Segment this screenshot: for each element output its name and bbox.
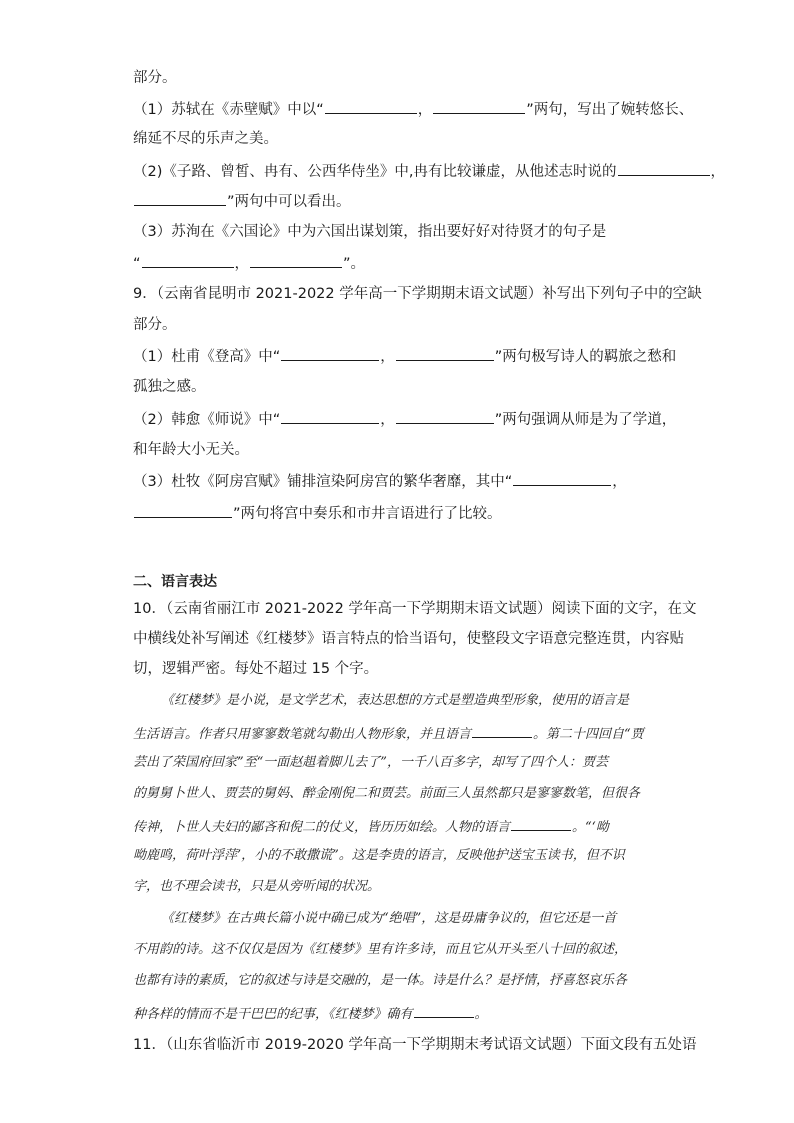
q9-item2-cont: 和年龄大小无关。	[133, 442, 249, 458]
answer-blank[interactable]	[142, 253, 234, 268]
passage-p1-line3: 芸出了荣国府回家”至“一面赵趄着脚儿去了”，一千八百多字，却写了四个人：贾芸	[133, 755, 608, 770]
answer-blank[interactable]	[134, 191, 226, 206]
answer-blank[interactable]	[513, 471, 611, 486]
answer-blank[interactable]	[414, 1003, 474, 1018]
q10-title-line2: 中横线处补写阐述《红楼梦》语言特点的恰当语句，使整段文字语意完整连贯，内容贴	[133, 631, 684, 647]
q8-item3: （3）苏洵在《六国论》中为六国出谋划策，指出要好好对待贤才的句子是	[133, 224, 607, 240]
passage-p2-line2: 不用韵的诗。这不仅仅是因为《红楼梦》里有许多诗，而且它从开头至八十回的叙述，	[133, 942, 628, 957]
answer-blank[interactable]	[396, 409, 494, 424]
q8-item1: （1）苏轼在《赤壁赋》中以“ ， ”两句，写出了婉转悠长、	[133, 99, 693, 120]
answer-blank[interactable]	[433, 99, 525, 114]
q8-item1-cont: 绵延不尽的乐声之美。	[133, 131, 278, 147]
q8-item3-cont: “ ， ”。	[133, 253, 365, 274]
answer-blank[interactable]	[134, 503, 232, 518]
q9-item3: （3）杜牧《阿房宫赋》铺排渲染阿房宫的繁华奢靡，其中“ ，	[133, 471, 627, 492]
answer-blank[interactable]	[472, 723, 532, 738]
passage-p1-line1: 《红楼梦》是小说，是文学艺术，表达思想的方式是塑造典型形象，使用的语言是	[161, 693, 630, 708]
answer-blank[interactable]	[281, 346, 379, 361]
q9-title: 9．（云南省昆明市 2021-2022 学年高一下学期期末语文试题）补写出下列句子中的空缺	[133, 286, 702, 302]
q10-title-line3: 切，逻辑严密。每处不超过 15 个字。	[133, 661, 379, 677]
q9-title-cont: 部分。	[133, 317, 177, 333]
q8-item2: （2)《子路、曾皙、冉有、公西华侍坐》中,冉有比较谦虚，从他述志时说的 ，	[133, 161, 725, 182]
q9-item2: （2）韩愈《师说》中“ ， ”两句强调从师是为了学道，	[133, 409, 676, 430]
q11-title: 11．（山东省临沂市 2019-2020 学年高一下学期期末考试语文试题）下面文段有五处语	[133, 1037, 697, 1053]
answer-blank[interactable]	[511, 816, 571, 831]
passage-p1-line4: 的舅舅卜世人、贾芸的舅妈、醉金刚倪二和贾芸。前面三人虽然都只是寥寥数笔，但很各	[133, 786, 641, 801]
answer-blank[interactable]	[396, 346, 494, 361]
passage-p2-line4: 种各样的情而不是干巴巴的纪事，《红楼梦》确有 。	[133, 1003, 488, 1024]
passage-p1-line6: 呦鹿鸣，荷叶浮萍’，小的不敢撒谎”。这是李贵的语言，反映他护送宝玉读书，但不识	[133, 848, 625, 863]
q10-title-line1: 10．（云南省丽江市 2021-2022 学年高一下学期期末语文试题）阅读下面的文字，在文	[133, 601, 697, 617]
q8-tail: 部分。	[133, 70, 177, 86]
passage-p2-line1: 《红楼梦》在古典长篇小说中确已成为“绝唱”，这是毋庸争议的，但它还是一首	[161, 911, 617, 926]
q9-item3-cont: ”两句将宫中奏乐和市井言语进行了比较。	[133, 503, 502, 524]
passage-p2-line3: 也都有诗的素质，它的叙述与诗是交融的，是一体。诗是什么？是抒情，抒喜怒哀乐各	[133, 973, 628, 988]
passage-p1-line7: 字，也不理会读书，只是从旁听闻的状况。	[133, 879, 381, 894]
passage-p1-line2: 生活语言。作者只用寥寥数笔就勾勒出人物形象，并且语言 。第二十四回自“贾	[133, 723, 644, 744]
answer-blank[interactable]	[618, 161, 710, 176]
answer-blank[interactable]	[281, 409, 379, 424]
q8-item2-cont: ”两句中可以看出。	[133, 191, 351, 212]
q9-item1: （1）杜甫《登高》中“ ， ”两句极写诗人的羁旅之愁和	[133, 346, 676, 367]
answer-blank[interactable]	[325, 99, 417, 114]
section-heading: 二、语言表达	[133, 574, 217, 590]
answer-blank[interactable]	[250, 253, 342, 268]
q9-item1-cont: 孤独之感。	[133, 379, 206, 395]
passage-p1-line5: 传神，卜世人夫妇的鄙吝和倪二的仗义，皆历历如绘。人物的语言 。“‘呦	[133, 816, 609, 837]
